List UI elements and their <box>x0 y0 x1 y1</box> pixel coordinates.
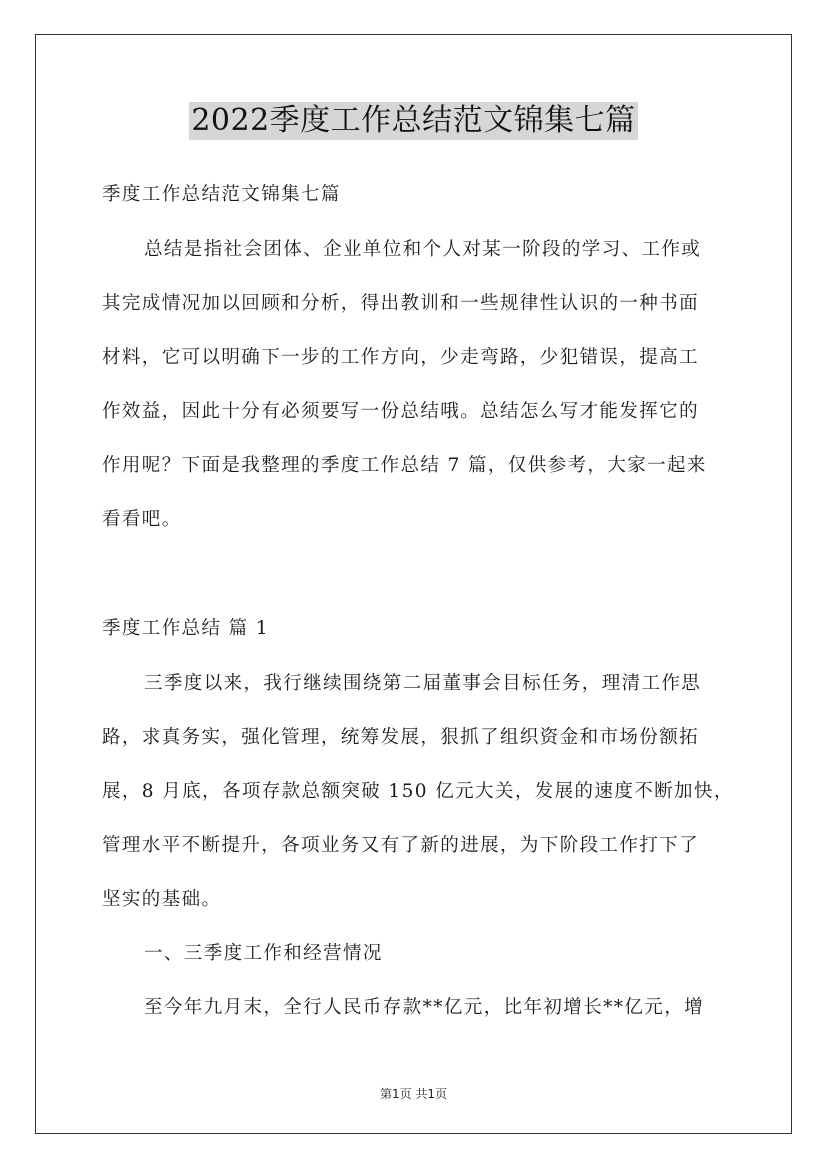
intro-line-6: 看看吧。 <box>102 509 182 530</box>
intro-line-4: 作效益，因此十分有必须要写一份总结哦。总结怎么写才能发挥它的 <box>102 401 700 422</box>
title-wrap <box>0 102 827 140</box>
section-1-line-5: 坚实的基础。 <box>102 889 222 910</box>
intro-line-1: 总结是指社会团体、企业单位和个人对某一阶段的学习、工作或 <box>144 239 702 260</box>
section-1-line-3: 展，8 月底，各项存款总额突破 150 亿元大关，发展的速度不断加快， <box>102 781 734 802</box>
intro-line-5: 作用呢？下面是我整理的季度工作总结 7 篇，仅供参考，大家一起来 <box>102 455 707 476</box>
section-1-heading: 季度工作总结 篇 1 <box>102 618 270 639</box>
section-1-paragraph-2: 至今年九月末，全行人民币存款**亿元，比年初增长**亿元，增 <box>144 997 705 1018</box>
section-1-line-4: 管理水平不断提升，各项业务又有了新的进展，为下阶段工作打下了 <box>102 835 700 856</box>
intro-line-3: 材料，它可以明确下一步的工作方向，少走弯路，少犯错误，提高工 <box>102 347 700 368</box>
section-1-line-1: 三季度以来，我行继续围绕第二届董事会目标任务，理清工作思 <box>144 673 702 694</box>
intro-line-2: 其完成情况加以回顾和分析，得出教训和一些规律性认识的一种书面 <box>102 293 700 314</box>
subheading-1: 一、三季度工作和经营情况 <box>144 943 383 964</box>
subtitle: 季度工作总结范文锦集七篇 <box>102 184 341 205</box>
page-footer: 第1页 共1页 <box>379 1087 448 1101</box>
section-1-line-2: 路，求真务实，强化管理，统筹发展，狠抓了组织资金和市场份额拓 <box>102 727 700 748</box>
document-title: 2022季度工作总结范文锦集七篇 <box>191 103 636 138</box>
